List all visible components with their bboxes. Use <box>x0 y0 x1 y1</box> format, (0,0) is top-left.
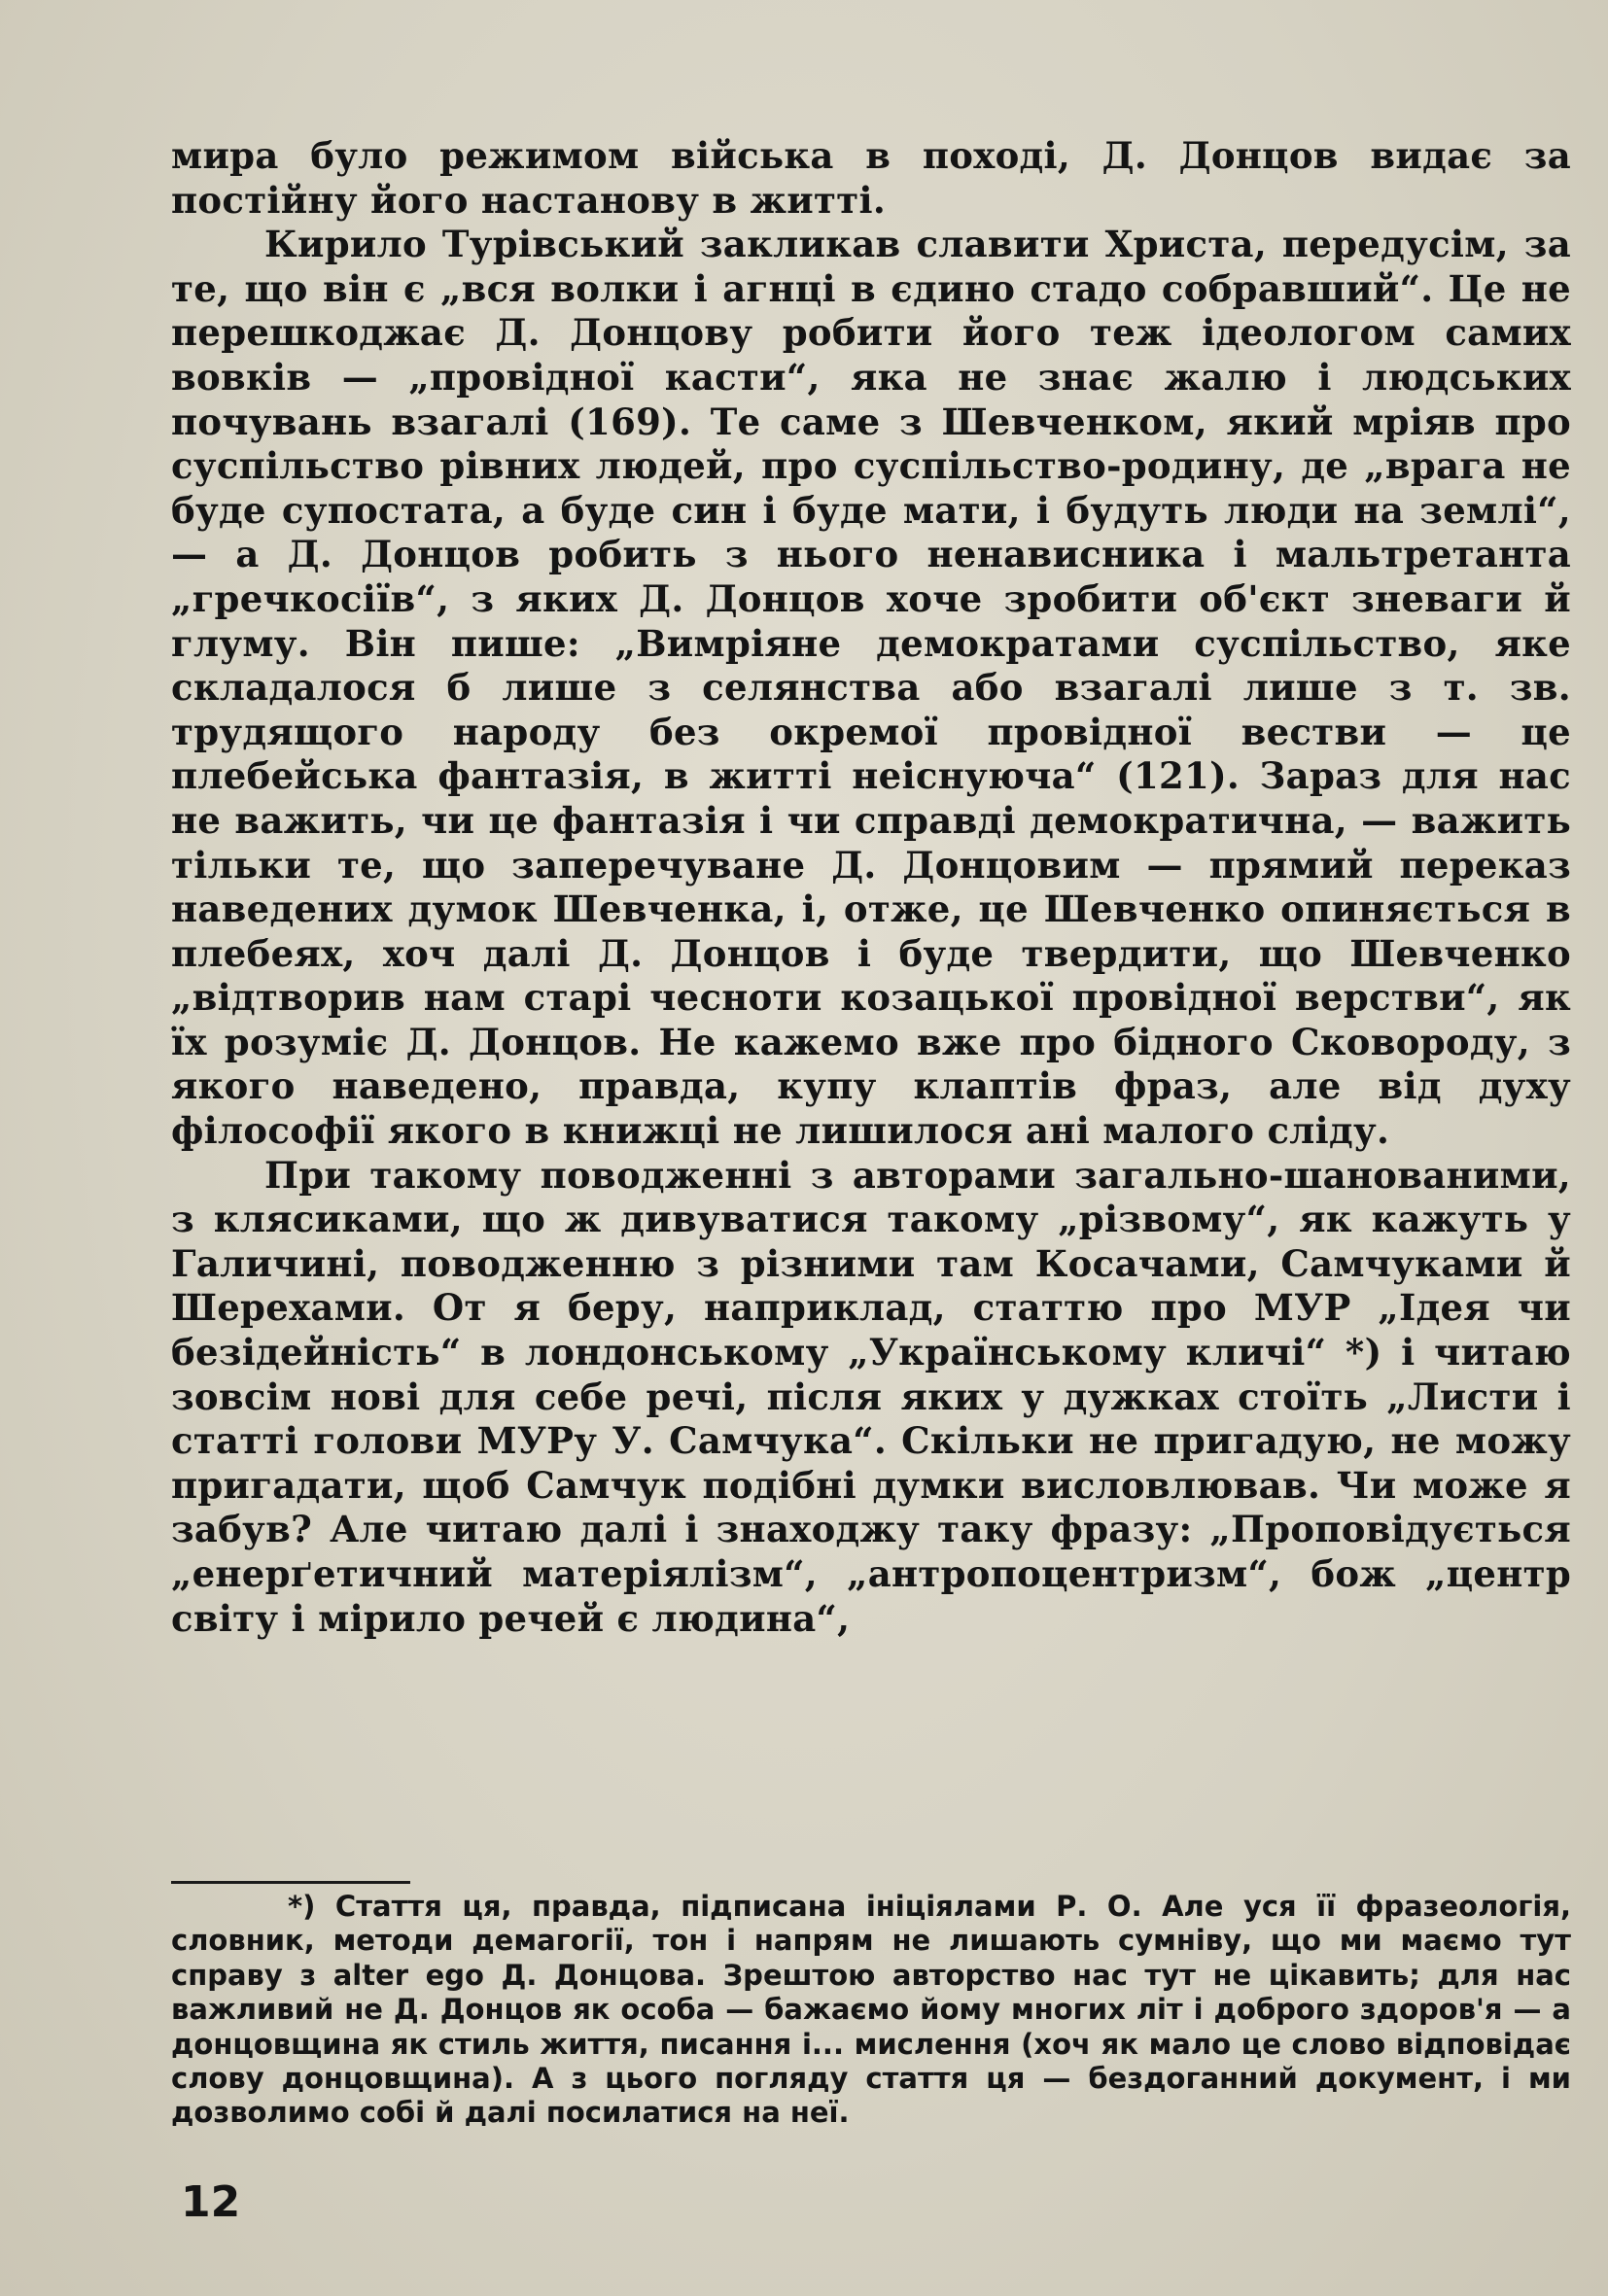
footnote-divider <box>171 1881 410 1884</box>
paragraph-2: Кирило Турівський закликав славити Христа, передусім, за те, що він є „вся волки і агнці в єдино стадо собравший“. Це не перешкоджає Д. Донцову робити його теж ідеологом самих вовків — „провідної касти“, яка не знає жалю і людських почувань взагалі (169). Те саме з Шевченком, який мріяв про суспільство рівних людей, про суспільство-родину, де „врага не буде супостата, а буде син і буде мати, і будуть люди на землі“, — а Д. Донцов робить з нього ненависника і мальтретанта „гречкосіїв“, з яких Д. Донцов хоче зробити об'єкт зневаги й глуму. Він пише: „Вимріяне демократами суспільство, яке складалося б лише з селянства або взагалі лише з т. зв. трудящого народу без окремої провідної вестви — це плебейська фантазія, в житті неіснуюча“ (121). Зараз для нас не важить, чи це фантазія і чи справді демократична, — важить тільки те, що заперечуване Д. Донцовим — прямий переказ наведених думок Шевченка, і, отже, це Шевченко опиняється в плебеях, хоч далі Д. Донцов і буде твердити, що Шевченко „відтворив нам старі чесноти козацької провідної верстви“, як їх розуміє Д. Донцов. Не кажемо вже про бідного Сковороду, з якого наведено, правда, купу клаптів фраз, але від духу філософії якого в книжці не лишилося ані малого сліду. <box>171 223 1571 1153</box>
paragraph-3: При такому поводженні з авторами загально-шанованими, з клясиками, що ж дивуватися такому „різвому“, як кажуть у Галичині, поводженню з різними там Косачами, Самчуками й Шерехами. От я беру, наприклад, статтю про МУР „Ідея чи безідейність“ в лондонському „Українському кличі“ *) і читаю зовсім нові для себе речі, після яких у дужках стоїть „Листи і статті голови МУРу У. Самчука“. Скільки не пригадую, не можу пригадати, щоб Самчук подібні думки висловлював. Чи може я забув? Але читаю далі і знаходжу таку фразу: „Проповідується „енерґетичний матеріялізм“, „антропоцентризм“, бож „центр світу і мірило речей є людина“, <box>171 1153 1571 1640</box>
page-number: 12 <box>181 2177 241 2227</box>
main-text <box>171 134 1571 1641</box>
footnote: *) Стаття ця, правда, підписана ініціялами Р. О. Але уся її фразеологія, словник, методи демагогії, тон і напрям не лишають сумніву, що ми маємо тут справу з alter ego Д. Донцова. Зрештою авторство нас тут не цікавить; для нас важливий не Д. Донцов як особа — бажаємо йому многих літ і доброго здоров'я — а донцовщина як стиль життя, писання і... мислення (хоч як мало це слово відповідає слову донцовщина). А з цього погляду стаття ця — бездоганний документ, і ми дозволимо собі й далі посилатися на неї. <box>171 1890 1571 2130</box>
paragraph-1: мира було режимом війська в поході, Д. Донцов видає за постійну його настанову в житті. <box>171 134 1571 222</box>
